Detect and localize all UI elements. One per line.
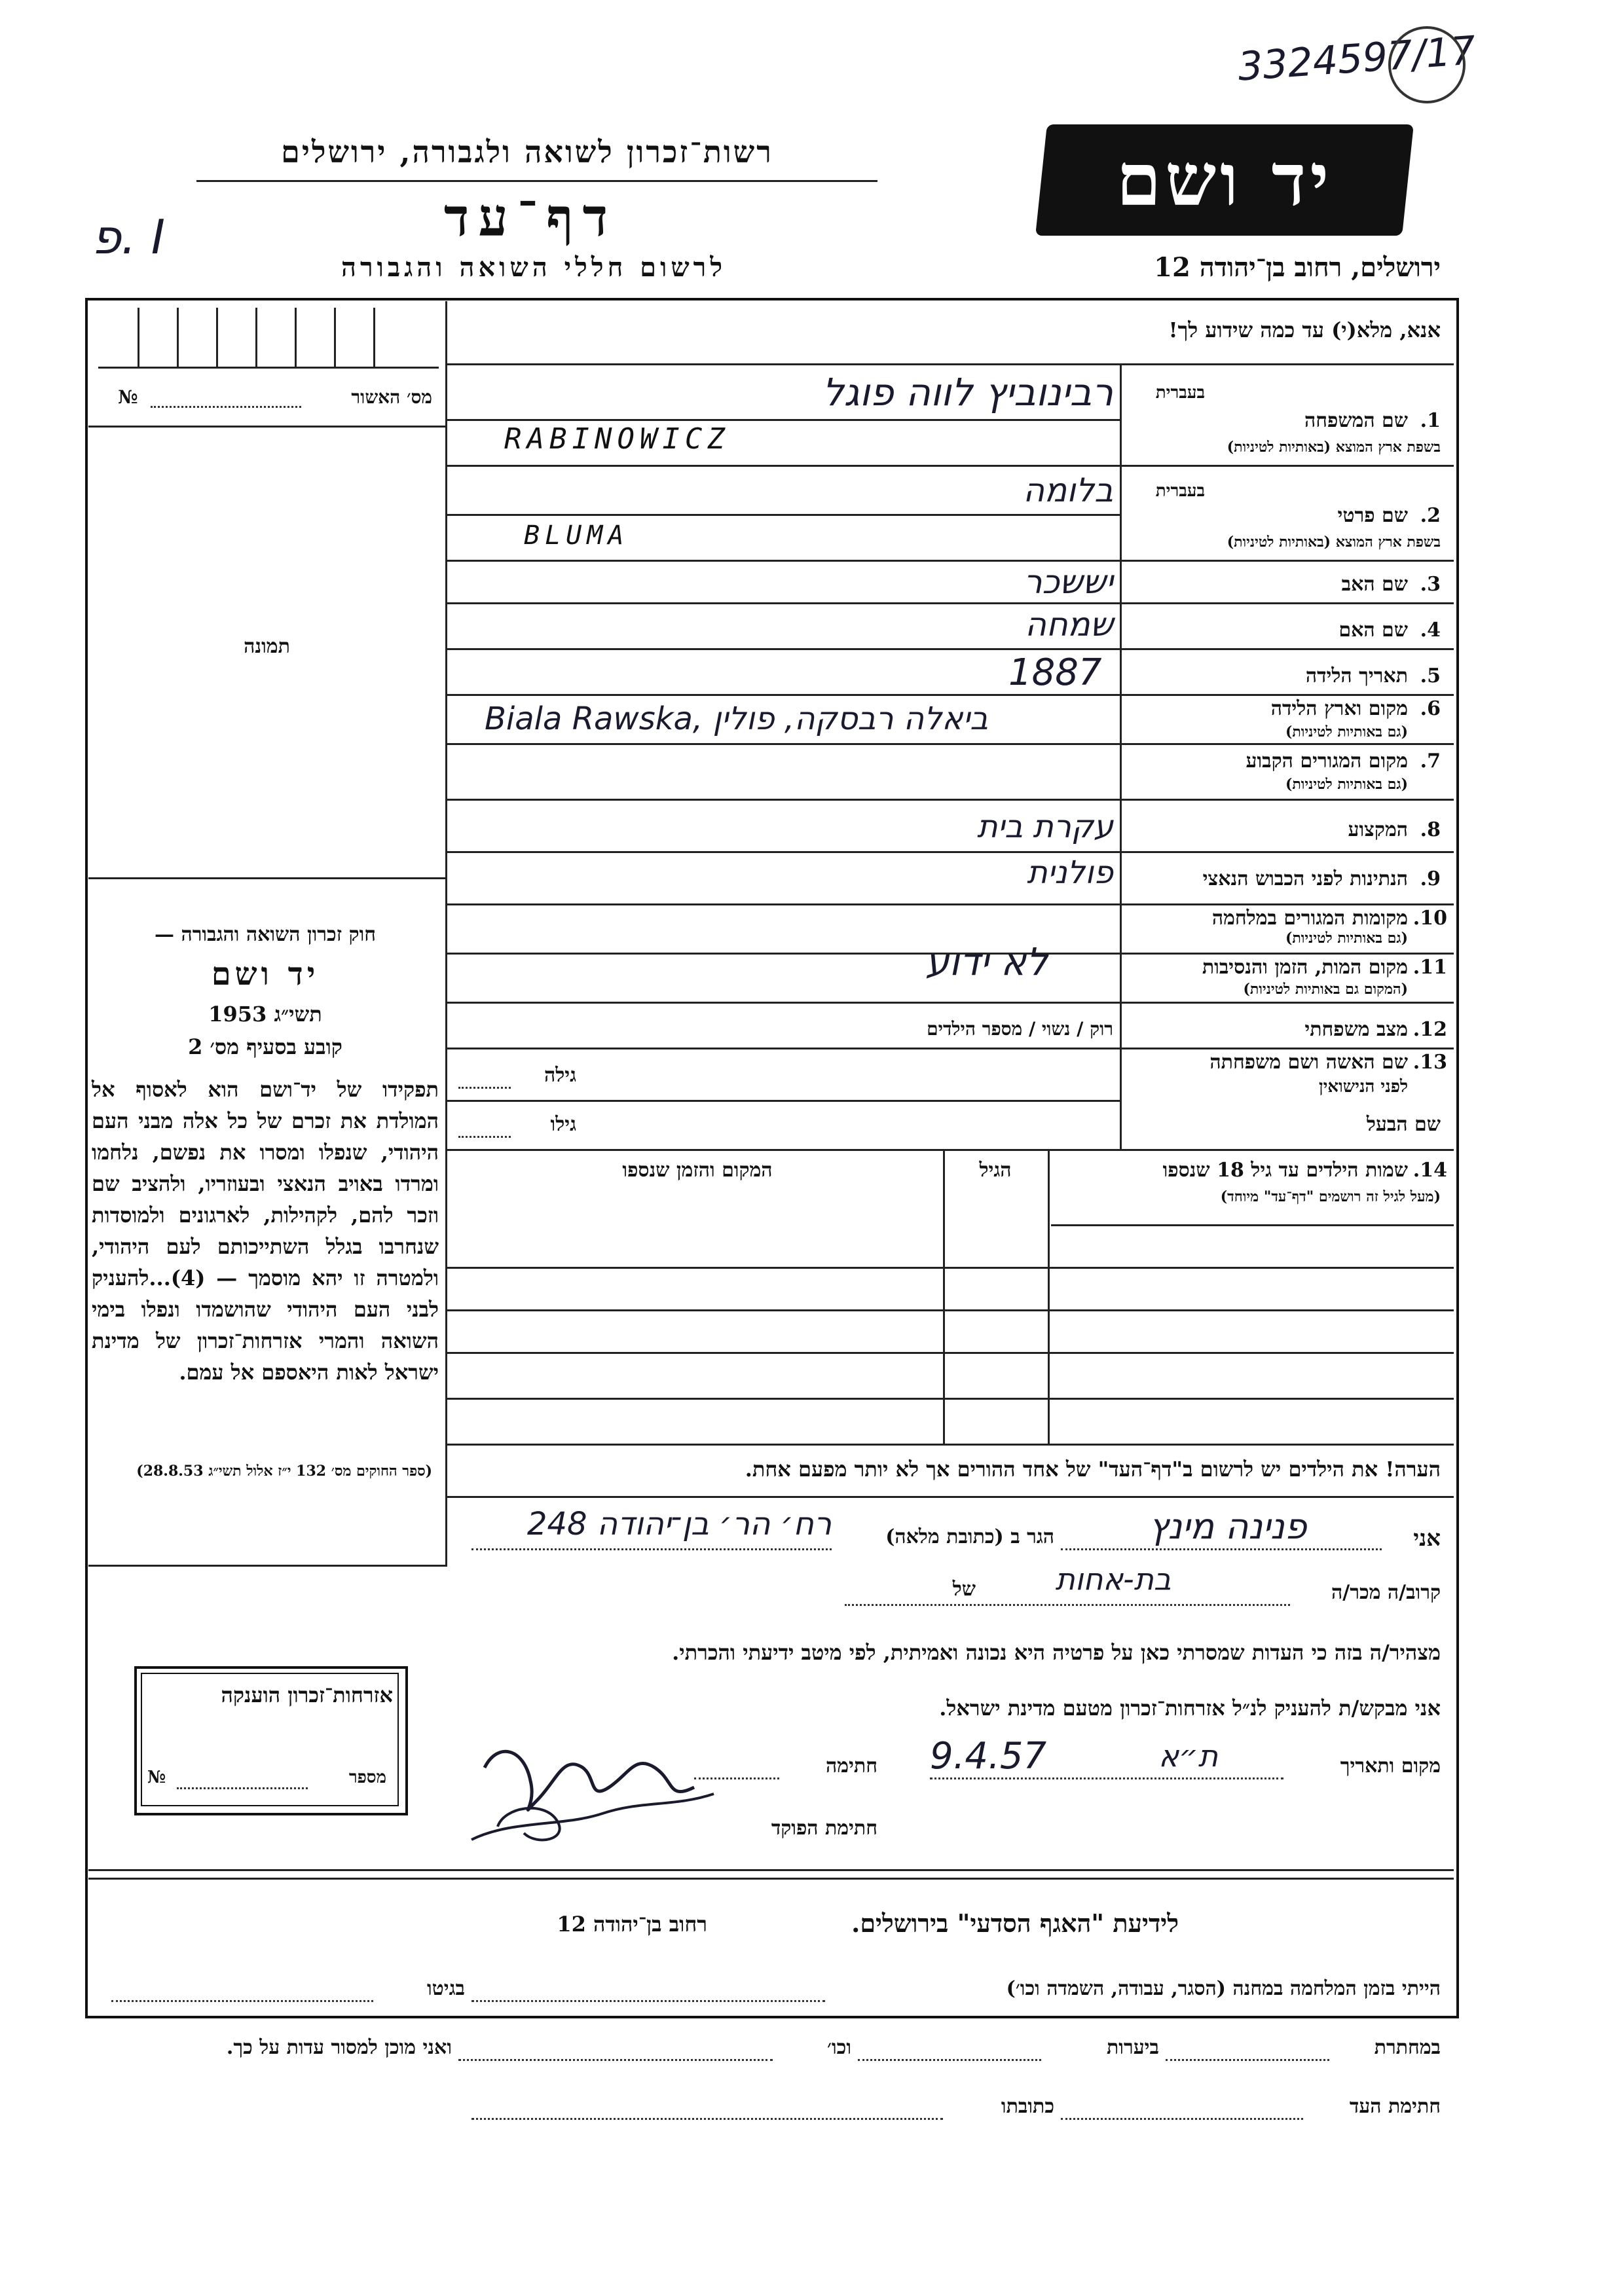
field-10-sub: (גם באותיות לטיניות) — [1285, 930, 1408, 947]
field-10-label: מקומות המגורים במלחמה — [1211, 907, 1408, 930]
decl-declare-text: מצהיר/ה בזה כי העדות שמסרתי כאן על פרטיה היא נכונה ואמיתית, לפי מיטב ידיעתי והכרתי. — [672, 1640, 1441, 1665]
children-place-header: המקום והזמן שנספו — [622, 1159, 773, 1182]
husband-label: שם הבעל — [1366, 1113, 1441, 1136]
mark: פ. I — [92, 210, 165, 264]
bottom-line2-dots-c — [458, 2059, 773, 2061]
field-5-label: תאריך הלידה — [1305, 665, 1408, 687]
decl-request-text: אני מבקש/ת להעניק לנ״ל אזרחות־זכרון מטעם מדינת ישראל. — [939, 1696, 1441, 1721]
field-3-label: שם האב — [1341, 573, 1408, 596]
decl-i-label: אני — [1413, 1525, 1441, 1552]
bottom-line2-a: במחתרת — [1374, 2036, 1441, 2059]
bottom-line2-dots-b — [858, 2059, 1041, 2061]
bottom-line3-dots-a — [1061, 2118, 1303, 2120]
field-13-label: שם האשה ושם משפחתה — [1209, 1051, 1408, 1074]
field-3-num: 3. — [1420, 573, 1441, 596]
decl-relative-value[interactable]: בת-אחות — [1055, 1561, 1172, 1597]
signature-scribble — [458, 1728, 733, 1859]
bottom-line1-b: בגיטו — [426, 1977, 465, 2000]
authority-line: רשות־זכרון לשואה ולגבורה, ירושלים — [281, 134, 773, 170]
field-1-label: שם המשפחה — [1304, 409, 1408, 432]
approval-line — [151, 406, 301, 408]
authority-underline — [196, 180, 877, 182]
field-1-lang: בעברית — [1155, 383, 1205, 403]
decl-officer-label: חתימת הפוקד — [771, 1817, 877, 1840]
children-title: שמות הילדים עד גיל 18 שנספו — [1162, 1159, 1408, 1182]
field-11-num: 11. — [1412, 956, 1447, 979]
law-text: תפקידו של יד־ושם הוא לאסוף אל המולדת את זכרם של כל אלה מבני העם היהודי, שנפלו ומסרו את נפשם, נלחמו ומרדו באויב הנאצי ובעוזריו, ולהציב שם וזכר להם, לקהילות, לארגונים ולמוסדות שנחרבו בגלל השתייכותם לעם היהודי, ולמטרה זו יהא מוסמך — (4)...להעניק לבני העם היהודי שהושמדו ונפלו בימי השואה והמרי אזרחות־זכרון של מדינת ישראל לאות היאספם אל עמם. — [92, 1077, 439, 1385]
law-clause: קובע בסעיף מס׳ 2 — [188, 1034, 342, 1059]
form-subtitle: לרשום חללי השואה והגבורה — [341, 252, 727, 283]
decl-signature-label: חתימה — [826, 1755, 877, 1777]
decl-relative-line — [845, 1604, 1290, 1606]
field-2-num: 2. — [1420, 504, 1441, 527]
law-name: יד ושם — [211, 956, 320, 993]
field-1-value-latin[interactable]: RABINOWICZ — [504, 422, 730, 456]
field-3-value[interactable]: יששכר — [1024, 563, 1113, 601]
photo-separator — [88, 877, 447, 879]
law-source: (ספר החוקים מס׳ 132 י״ז אלול תשי״ג 28.8.53) — [136, 1463, 432, 1480]
field-7-label: מקום המגורים הקבוע — [1246, 750, 1408, 773]
field-11-value[interactable]: לא ידוע — [925, 939, 1048, 984]
field-4-num: 4. — [1420, 619, 1441, 642]
field-2-lang: בעברית — [1155, 481, 1205, 501]
approval-separator — [88, 426, 447, 428]
field-12-options[interactable]: רוק / נשוי / מספר הילדים — [927, 1018, 1113, 1040]
citizenship-no-symbol: № — [147, 1768, 166, 1787]
bottom-title: לידיעת "האגף הסדעי" בירושלים. — [851, 1908, 1179, 1938]
field-1-num: 1. — [1420, 409, 1441, 432]
wife-age-line — [458, 1087, 511, 1089]
bottom-line3-b: כתובתו — [1001, 2095, 1054, 2118]
decl-address-value[interactable]: רח׳ הר׳ בן־יהודה 248 — [526, 1506, 832, 1542]
bottom-line1-dots-a — [471, 2000, 825, 2002]
field-1-sub: בשפת ארץ המוצא (באותיות לטיניות) — [1227, 439, 1441, 456]
bottom-line2-dots-a — [1166, 2059, 1329, 2061]
bottom-line3-dots-b — [471, 2118, 943, 2120]
photo-label: תמונה — [244, 635, 290, 658]
field-8-value[interactable]: עקרת בית — [976, 809, 1113, 845]
decl-date-value[interactable]: 9.4.57 — [930, 1735, 1047, 1777]
field-1-value-hebrew[interactable]: רבינוביץ לווה פוגל — [822, 370, 1113, 414]
bottom-separator-1 — [88, 1869, 1454, 1871]
decl-of-label: של — [952, 1578, 976, 1601]
decl-place-value[interactable]: ת״א — [1158, 1738, 1218, 1774]
decl-resides-label: הגר ב (כתובת מלאה) — [885, 1525, 1054, 1548]
decl-relative-label: קרוב/ה מכר/ה — [1331, 1581, 1441, 1604]
field-7-num: 7. — [1420, 750, 1441, 773]
approval-digit-boxes — [98, 308, 439, 369]
field-6-sub: (גם באותיות לטיניות) — [1285, 723, 1408, 740]
archive-number: 3324597/17 — [1236, 27, 1477, 90]
wife-age-label: גילה — [544, 1064, 576, 1087]
field-2-value-hebrew[interactable]: בלומה — [1023, 471, 1113, 509]
husband-age-label: גילו — [550, 1113, 576, 1136]
form-title: דף־עד — [443, 187, 618, 248]
field-11-sub: (המקום גם באותיות לטיניות) — [1243, 981, 1408, 998]
bottom-line1-a: הייתי בזמן המלחמה במחנה (הסגר, עבודה, השמדה וכו׳) — [1006, 1977, 1441, 2000]
law-title: חוק זכרון השואה והגבורה — — [155, 923, 376, 946]
bottom-line2-d: ואני מוכן למסור עדות על כך. — [226, 2036, 452, 2059]
bottom-line2-b: ביערות — [1106, 2036, 1159, 2059]
field-7-sub: (גם באותיות לטיניות) — [1285, 776, 1408, 793]
children-age-header: הגיל — [979, 1159, 1012, 1182]
field-6-num: 6. — [1420, 697, 1441, 720]
field-13-num: 13. — [1412, 1051, 1447, 1074]
field-5-value[interactable]: 1887 — [1008, 651, 1102, 694]
citizenship-number-label: מספר — [348, 1768, 386, 1787]
field-9-label: הנתינות לפני הכבוש הנאצי — [1202, 867, 1408, 890]
bottom-line1-dots-b — [111, 2000, 373, 2002]
intro-separator — [447, 363, 1454, 365]
field-4-value[interactable]: שמחה — [1025, 606, 1113, 644]
address: ירושלים, רחוב בן־יהודה 12 — [1154, 252, 1441, 283]
bottom-address: רחוב בן־יהודה 12 — [557, 1912, 707, 1937]
field-6-value[interactable]: Biala Rawska, ביאלה רבסקה, פולין — [485, 701, 988, 737]
approval-label: מס׳ האשור — [351, 386, 432, 408]
citizenship-number-line — [177, 1787, 308, 1789]
field-13-sub: לפני הנישואין — [1318, 1077, 1408, 1097]
bottom-line2-c: וכו׳ — [827, 2036, 851, 2059]
logo-text: יד ושם — [1116, 137, 1333, 222]
label-divider — [1120, 365, 1122, 1149]
decl-address-line — [471, 1548, 832, 1550]
decl-i-line — [1061, 1548, 1382, 1550]
field-2-value-latin[interactable]: BLUMA — [524, 520, 629, 551]
decl-i-value[interactable]: פנינה מינץ — [1149, 1506, 1307, 1547]
decl-place-date-label: מקום ותאריך — [1340, 1755, 1441, 1777]
field-2-sub: בשפת ארץ המוצא (באותיות לטיניות) — [1227, 534, 1441, 551]
approval-no-label: № — [118, 386, 138, 408]
husband-age-line — [458, 1136, 511, 1138]
form-intro: אנא, מלא(י) עד כמה שידוע לך! — [1168, 318, 1441, 342]
archive-number-circle — [1388, 26, 1466, 103]
citizenship-title: אזרחות־זכרון הוענקה — [221, 1683, 393, 1707]
decl-place-date-line — [930, 1777, 1283, 1779]
field-12-num: 12. — [1412, 1018, 1447, 1041]
field-5-num: 5. — [1420, 665, 1441, 687]
left-column-divider — [445, 301, 447, 1565]
field-4-label: שם האם — [1338, 619, 1408, 642]
children-sub: (מעל לגיל זה רושמים "דף־עד" מיוחד) — [1220, 1188, 1441, 1205]
bottom-line3-a: חתימת העד — [1349, 2095, 1441, 2118]
field-11-label: מקום המות, הזמן והנסיבות — [1202, 956, 1408, 979]
field-10-num: 10. — [1412, 907, 1447, 930]
field-6-label: מקום וארץ הלידה — [1270, 697, 1408, 720]
field-9-value[interactable]: פולנית — [1027, 854, 1113, 891]
children-note: הערה! את הילדים יש לרשום ב"דף־העד" של אחד ההורים אך לא יותר מפעם אחת. — [745, 1457, 1441, 1482]
field-8-label: המקצוע — [1348, 818, 1408, 841]
left-column-bottom — [88, 1565, 447, 1567]
field-9-num: 9. — [1420, 867, 1441, 890]
bottom-separator-2 — [88, 1878, 1454, 1880]
field-2-label: שם פרטי — [1337, 504, 1408, 527]
children-num: 14. — [1412, 1159, 1447, 1182]
law-year: תשי״ג 1953 — [208, 1002, 322, 1027]
field-8-num: 8. — [1420, 818, 1441, 841]
field-12-label: מצב משפחתי — [1304, 1018, 1408, 1041]
